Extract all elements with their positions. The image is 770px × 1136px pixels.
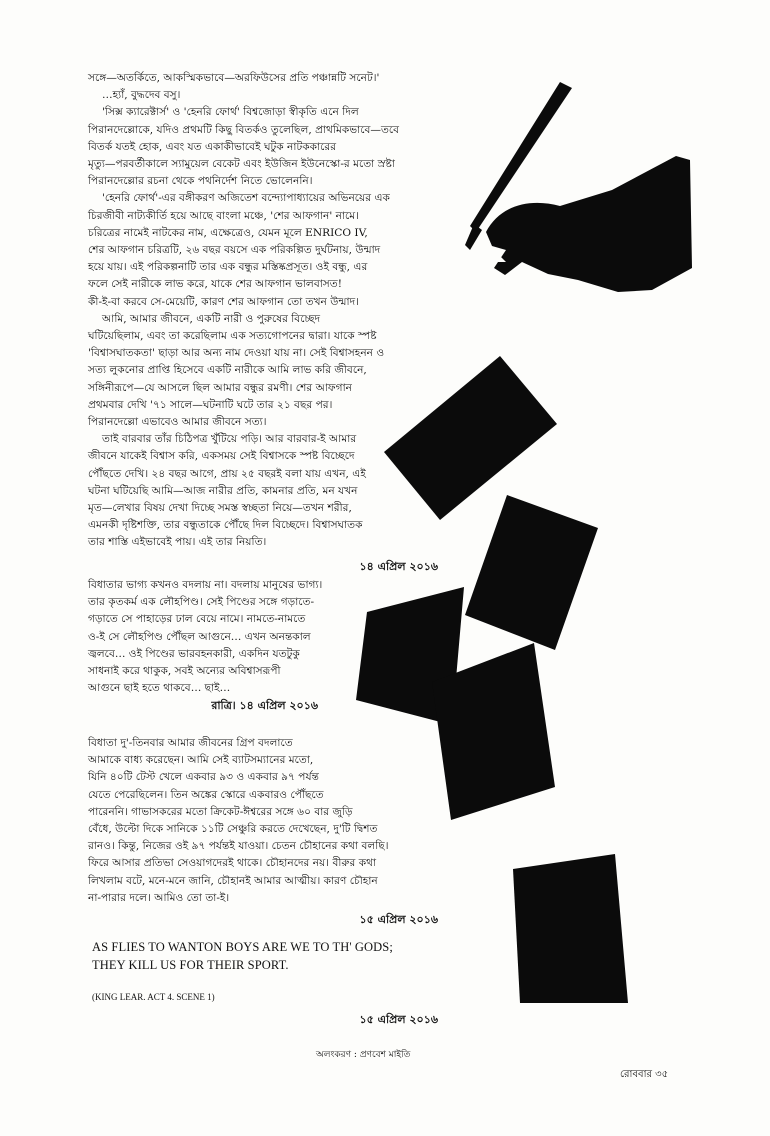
text-line: সত্য লুকনোর প্রাপ্তি হিসেবে একটি নারীকে আমি লাভ করি জীবনে, (88, 364, 367, 377)
text-line: বিধাতার ভাগ্য কখনও বদলায় না। বদলায় মানুষের ভাগ্য। (88, 579, 323, 591)
text-line: পৌঁছতে দেখি। ২৪ বছর আগে, প্রায় ২৫ বছরই বলা যায় এখন, এই (88, 467, 366, 480)
text-line: আমি, আমার জীবনে, একটি নারী ও পুরুষের বিচ্ছেদ (102, 312, 321, 325)
text-line: সঙ্গিনীরূপে—যে আসলে ছিল আমার বন্ধুর রমণী। শের আফগান (88, 381, 353, 394)
text-line: ফিরে আসার প্রতিভা সেওয়াগদেরই থাকে। চৌহানদের নয়। বীরুর কথা (88, 857, 377, 870)
text-line: পিরানদেল্লো এভাবেও আমার জীবনে সত্য। (88, 416, 267, 429)
text-line: জ্বলবে… ওই পিণ্ডের ভারবহনকারী, একদিন যতটুকু (88, 647, 300, 660)
quote-source: (KING LEAR. ACT 4. SCENE 1) (92, 992, 215, 1002)
section-2-date: রাত্রি। ১৪ এপ্রিল ২০১৬ (211, 699, 318, 713)
text-line: জীবনে যাকেই বিশ্বাস করি, একসময় সেই বিশ্বাসকে স্পষ্ট বিচ্ছেদে (88, 450, 355, 463)
quote-line: THEY KILL US FOR THEIR SPORT. (92, 958, 289, 972)
text-line: তার কৃতকর্ম এক লৌহপিণ্ড। সেই পিণ্ডের সঙ্গে গড়াতে- (88, 596, 315, 609)
text-line: রানও। কিন্তু, নিজের ওই ৯৭ পর্যন্তই যাওয়া। চেতন চৌহানের কথা বলছি। (88, 840, 389, 853)
text-line: প্রথমবার দেখি '৭১ সালে—ঘটনাটি ঘটে তার ২১ বছর পর। (88, 398, 333, 411)
text-line: কী-ই-বা করবে সে-মেয়েটি, কারণ শের আফগান তো তখন উন্মাদ। (88, 295, 359, 308)
quote-line: AS FLIES TO WANTON BOYS ARE WE TO TH' GODS; (92, 940, 393, 954)
text-line: 'হেনরি ফোর্থ'-এর বঙ্গীকরণ অজিতেশ বন্দ্যোপাধ্যায়ের অভিনয়ের এক (102, 192, 390, 205)
text-line: ও-ই সে লৌহপিণ্ড পৌঁছল আগুনে… এখন অনন্তকাল (88, 630, 311, 643)
text-line: পিরানদেল্লোর রচনা থেকে পথনির্দেশ নিতে ভোলেননি। (88, 175, 313, 188)
text-line: 'বিশ্বাসঘাতকতা' ছাড়া আর অন্য নাম দেওয়া যায় না। সেই বিশ্বাসহনন ও (88, 347, 385, 360)
text-line: মৃত—লেখার বিষয় দেখা দিচ্ছে সমস্ত স্বচ্ছতা নিয়ে—তখন শরীর, (88, 502, 352, 515)
text-line: চরিত্রের নামেই নাটকের নাম, এক্ষেত্রেও, যেমন মূলে ENRICO IV, (88, 226, 368, 239)
text-line: বেঁধে, উল্টো দিকে সানিকে ১১টি সেঞ্চুরি করতে দেখেছেন, দু'টি দ্বিশত (88, 823, 378, 836)
text-line: না-পারার দলে। আমিও তো তা-ই। (88, 891, 230, 904)
text-line: 'সিক্স ক্যারেক্টার্স' ও 'হেনরি ফোর্থ' বিশ্বজোড়া স্বীকৃতি এনে দিল (102, 106, 359, 119)
illustration-credit: অলংকরণ : প্রণবেশ মাইতি (316, 1050, 411, 1060)
text-line: তার শাস্তি এইভাবেই পায়। এই তার নিয়তি। (88, 536, 267, 549)
text-line: ঘটনা ঘটিয়েছি আমি—আজ নারীর প্রতি, কামনার প্রতি, মন যখন (88, 484, 358, 497)
paper-sheet-1 (384, 356, 557, 520)
text-line: আমাকে বাধ্য করেছেন। আমি সেই ব্যাটসম্যানের মতো, (88, 754, 314, 767)
text-line: হয়ে যায়। এই পরিকল্পনাটি তার এক বন্ধুর মস্তিষ্কপ্রসূত। ওই বন্ধু, এর (88, 261, 368, 274)
section-4-date: ১৫ এপ্রিল ২০১৬ (359, 1013, 438, 1026)
text-line: তাই বারবার তাঁর চিঠিপত্র খুঁটিয়ে পড়ি। আর বারবার-ই আমার (102, 433, 357, 446)
text-line: সাধনাই করে থাকুক, সবই অন্যের অবিশ্বাসরূপী (88, 665, 281, 678)
text-line: বিধাতা দু'-তিনবার আমার জীবনের গ্রিপ বদলাতে (88, 737, 293, 749)
text-line: লিখলাম বটে, মনে-মনে জানি, চৌহানই আমার আত্মীয়। কারণ চৌহান (88, 874, 378, 887)
text-line: আগুনে ছাই হতে থাকবে… ছাই… (88, 682, 231, 695)
text-line: ঘটিয়েছিলাম, এবং তা করেছিলাম এক সত্যগোপনের দ্বারা। যাকে স্পষ্ট (88, 330, 377, 343)
text-line: শের আফগান চরিত্রটি, ২৬ বছর বয়সে এক পরিকল্পিত দুর্ঘটনায়, উন্মাদ (88, 244, 381, 257)
text-line: যিনি ৪০টি টেস্ট খেলে একবার ৯৩ ও একবার ৯৭ পর্যন্ত (88, 771, 319, 784)
hand-shape (486, 156, 692, 292)
text-line: মৃত্যু—পরবর্তীকালে স্যামুয়েল বেকেট এবং ইউজিন ইউনেস্কো-র মতো স্রষ্টা (88, 158, 395, 171)
text-line: যেতে পেরেছিলেন। তিন অঙ্কের স্কোরে একবারও পৌঁছতে (88, 788, 324, 801)
text-line: বিতর্ক যতই হোক, এবং যত একাকীভাবেই ঘটুক নাটককারের (88, 140, 337, 153)
text-line: সঙ্গে—অতর্কিতে, আকস্মিকভাবে—অরফিউসের প্রতি পঞ্চান্নটি সনেট।' (88, 72, 380, 84)
section-3-date: ১৫ এপ্রিল ২০১৬ (359, 913, 438, 927)
text-line: পারেননি। গাভাসকরের মতো ক্রিকেট-ঈশ্বরের সঙ্গে ৬০ বার জুড়ি (88, 805, 353, 818)
paper-sheet-5 (513, 854, 628, 1003)
text-line: এমনকী দৃষ্টিশক্তি, তার বন্ধুতাকে পৌঁছে দিল বিচ্ছেদে। বিশ্বাসঘাতক (88, 519, 363, 532)
paper-sheet-2 (465, 495, 598, 650)
text-line: গড়াতে সে পাহাড়ের ঢাল বেয়ে নামে। নামতে-নামতে (88, 613, 306, 626)
section-1-date: ১৪ এপ্রিল ২০১৬ (359, 559, 438, 573)
text-line: চিরজীবী নাট্যকীর্তি হয়ে আছে বাংলা মঞ্চে, 'শের আফগান' নামে। (88, 209, 359, 222)
page-folio: রোববার ৩৫ (620, 1069, 669, 1080)
text-line: ফলে সেই নারীকে লাভ করে, যাকে শের আফগান ভালবাসত! (88, 278, 342, 291)
text-line: …হ্যাঁ, বুদ্ধদেব বসু। (102, 89, 181, 102)
text-line: পিরানদেল্লোকে, যদিও প্রথমটি কিছু বিতর্কও তুলেছিল, প্রাথমিকভাবে—তবে (88, 123, 400, 136)
